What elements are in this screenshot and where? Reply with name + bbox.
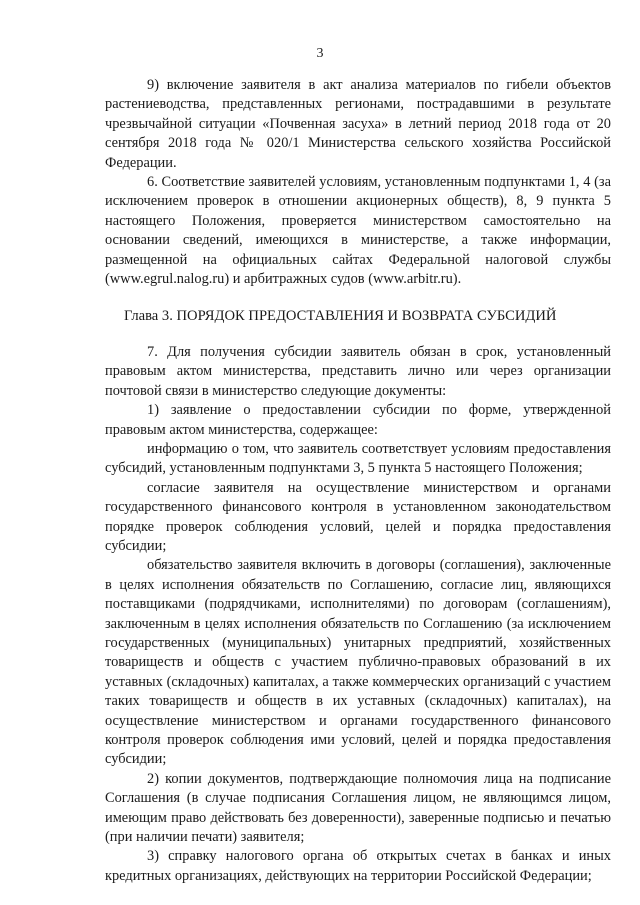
document-body: [105, 76, 611, 886]
list-item-3: 3) справку налогового органа об открытых счетах в банках и иных кредитных организациях, действующих на территории Российской Федерации;: [105, 848, 611, 884]
paragraph-item-9: 9) включение заявителя в акт анализа материалов по гибели объектов растениеводства, представленных регионами, пострадавшими в результате чрезвычайной ситуации «Почвенная засуха» в летний период 2018 года от 20 сентября 2018 года № 020/1 Министерства сельского хозяйства Российской Федерации.: [105, 77, 611, 171]
sub-item-consent: согласие заявителя на осуществление министерством и органами государственного финансового контроля в установленном законодательством порядке проверок соблюдения условий, целей и порядка предоставления субсидии;: [105, 479, 611, 554]
list-item-1: 1) заявление о предоставлении субсидии по форме, утвержденной правовым актом министерства, содержащее:: [105, 402, 611, 438]
list-item-2: 2) копии документов, подтверждающие полномочия лица на подписание Соглашения (в случае подписания Соглашения лицом, не являющимся лицом, имеющим право действовать без доверенности), заверенные подписью и печатью (при наличии печати) заявителя;: [105, 770, 611, 846]
page-number: 3: [316, 46, 324, 61]
paragraph-7: 7. Для получения субсидии заявитель обязан в срок, установленный правовым актом министерства, представить лично или через организации почтовой связи в министерство следующие документы:: [105, 343, 611, 399]
sub-item-information: информацию о том, что заявитель соответствует условиям предоставления субсидий, установленным подпунктами 3, 5 пункта 5 настоящего Положения;: [105, 440, 611, 477]
chapter-title: Глава 3. ПОРЯДОК ПРЕДОСТАВЛЕНИЯ И ВОЗВРАТА СУБСИДИЙ: [124, 308, 557, 325]
paragraph-6: 6. Соответствие заявителей условиям, установленным подпунктами 1, 4 (за исключением проверок в отношении акционерных обществ), 8, 9 пункта 5 настоящего Положения, проверяется министерством самостоятельно на основании сведений, имеющихся в министерстве, а также информации, размещенной на официальных сайтах Федеральной налоговой службы (www.egrul.nalog.ru) и арбитражных судов (www.arbitr.ru).: [105, 174, 611, 288]
sub-item-obligation: обязательство заявителя включить в договоры (соглашения), заключенные в целях исполнения обязательств по Соглашению, согласие лиц, являющихся поставщиками (подрядчиками, исполнителями) по договорам (соглашениям), заключенным в целях исполнения обязательств по Соглашению (за исключением государственных (муниципальных) унитарных предприятий, хозяйственных товариществ и обществ с участием публично-правовых образований в их уставных (складочных) капиталах, а также коммерческих организаций с участием таких товариществ и обществ в их уставных (складочных) капиталах), на осуществление министерством и органами государственного финансового контроля проверок соблюдения ими условий, целей и порядка предоставления субсидии;: [105, 557, 611, 768]
